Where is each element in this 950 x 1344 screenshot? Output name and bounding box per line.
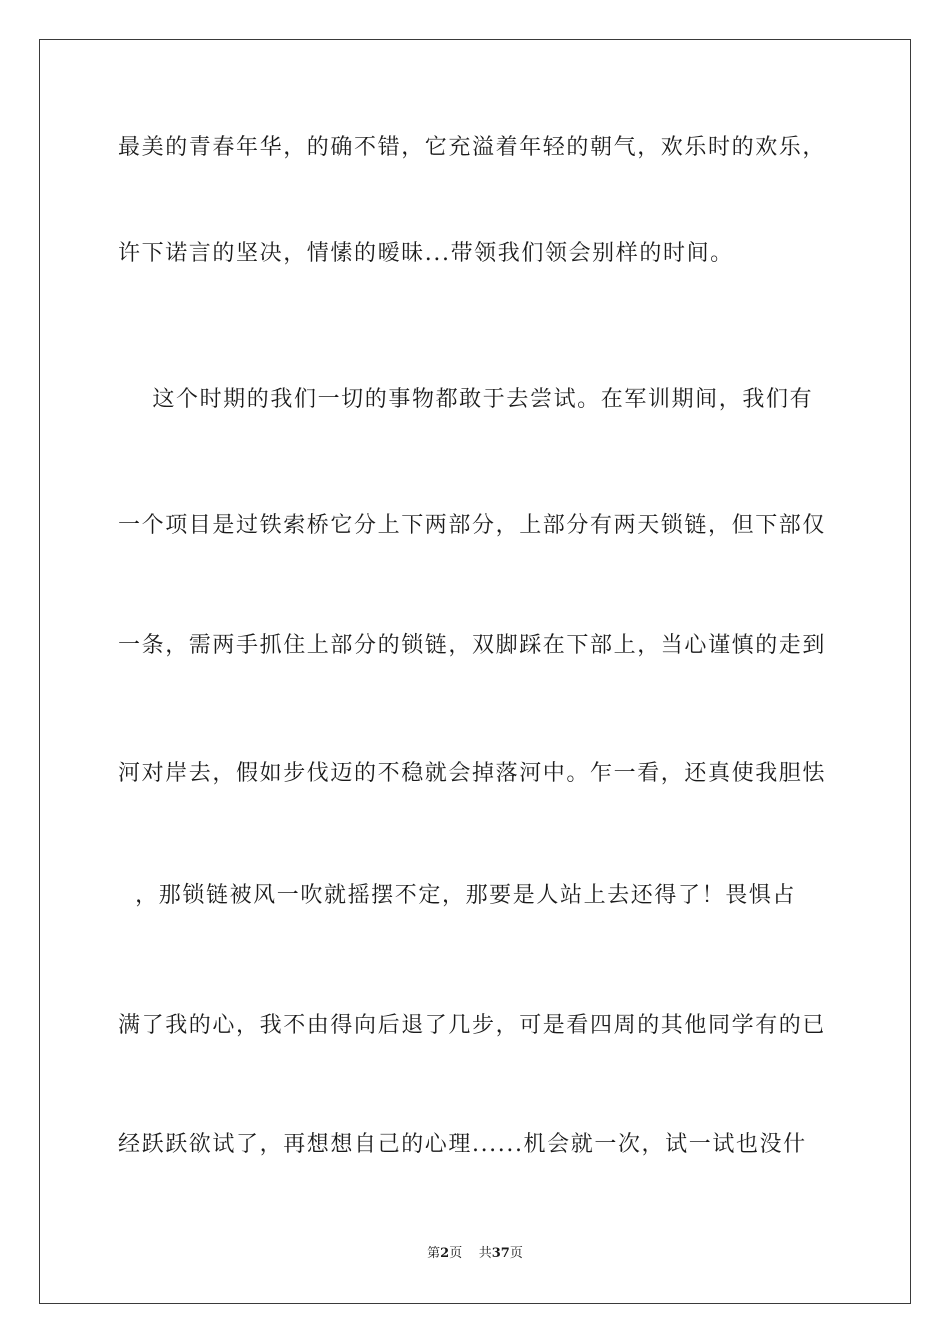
page-border xyxy=(39,39,911,1304)
page-footer xyxy=(0,1245,950,1263)
body-text-line-5: 一条，需两手抓住上部分的锁链，双脚踩在下部上，当心谨慎的走到 xyxy=(118,633,827,658)
body-text-line-8: 满了我的心，我不由得向后退了几步，可是看四周的其他同学有的已 xyxy=(118,1013,827,1038)
footer-total-pages: 37 xyxy=(491,1246,510,1261)
body-text-line-2: 许下诺言的坚决，情愫的暧昧...带领我们领会别样的时间。 xyxy=(118,241,734,266)
footer-page-prefix: 第 xyxy=(427,1246,441,1261)
body-text-line-7: ，那锁链被风一吹就摇摆不定，那要是人站上去还得了！畏惧占 xyxy=(118,883,796,908)
footer-page-suffix: 页 xyxy=(449,1246,463,1261)
body-text-line-6: 河对岸去，假如步伐迈的不稳就会掉落河中。乍一看，还真使我胆怯 xyxy=(118,761,827,786)
body-text-line-4: 一个项目是过铁索桥它分上下两部分，上部分有两天锁链，但下部仅 xyxy=(118,513,827,538)
footer-page-number: 2 xyxy=(440,1246,450,1261)
footer-total-suffix: 页 xyxy=(509,1246,523,1261)
footer-total-prefix: 共 xyxy=(478,1246,492,1261)
body-text-line-3: 这个时期的我们一切的事物都敢于去尝试。在军训期间，我们有 xyxy=(118,387,814,412)
body-text-line-9: 经跃跃欲试了，再想想自己的心理......机会就一次，试一试也没什 xyxy=(118,1132,807,1157)
body-text-line-1: 最美的青春年华，的确不错，它充溢着年轻的朝气，欢乐时的欢乐， xyxy=(118,135,827,160)
